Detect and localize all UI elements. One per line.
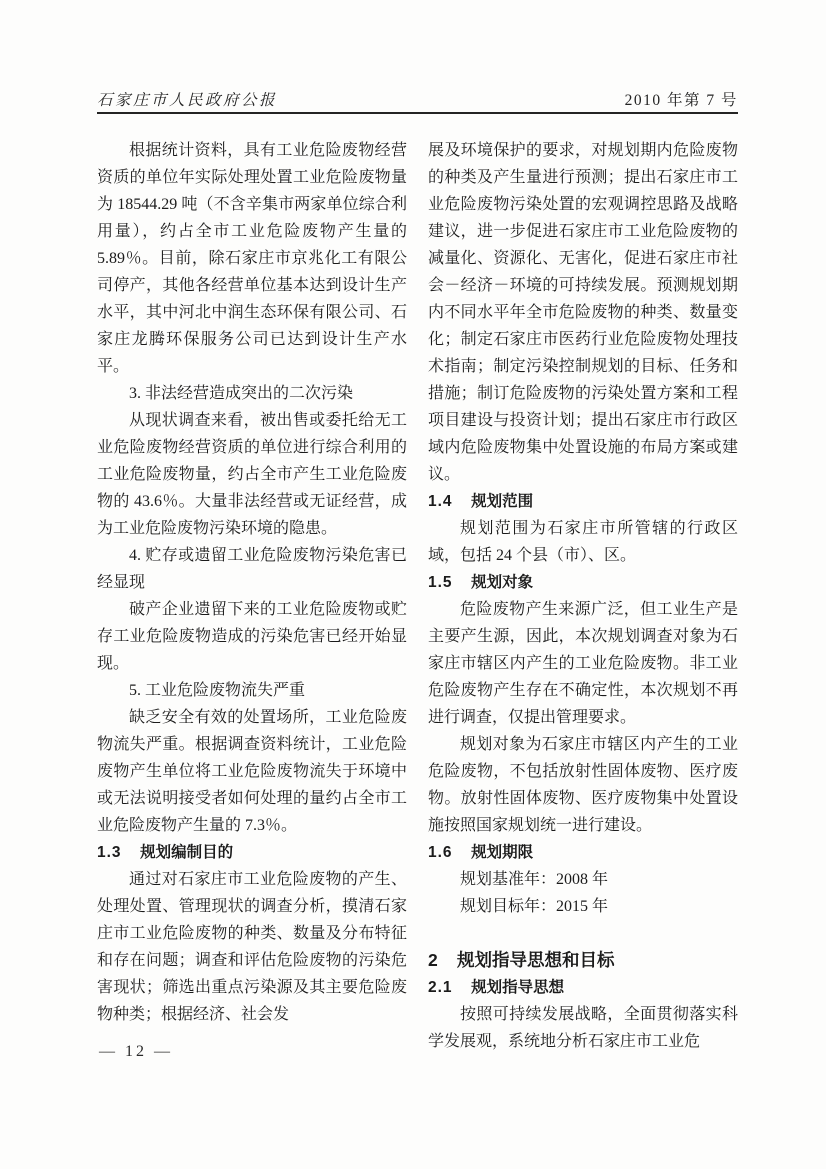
paragraph: 按照可持续发展战略，全面贯彻落实科学发展观，系统地分析石家庄市工业危 <box>428 1006 738 1050</box>
heading-number: 1.3 <box>97 844 122 861</box>
paragraph: 4. 贮存或遗留工业危险废物污染危害已经显现 <box>97 547 407 591</box>
page-header <box>97 88 738 110</box>
section-heading <box>428 947 738 974</box>
left-column <box>97 137 407 1055</box>
subsection-heading <box>428 839 738 866</box>
subsection-heading <box>428 569 738 596</box>
heading-number: 2 <box>428 950 438 970</box>
heading-text: 规划期限 <box>471 844 534 861</box>
paragraph: 规划范围为石家庄市所管辖的行政区域，包括 24 个县（市）、区。 <box>428 520 738 564</box>
paragraph: 从现状调查来看，被出售或委托给无工业危险废物经营资质的单位进行综合利用的工业危险废物量，约占全市产生工业危险废物的 43.6％。大量非法经营或无证经营，成为工业危险废物污染环境的隐患。 <box>97 412 407 537</box>
heading-number: 1.6 <box>428 844 453 861</box>
text-columns <box>97 137 738 1055</box>
issue-number: 2010 年第 7 号 <box>624 92 738 109</box>
paragraph: 3. 非法经营造成突出的二次污染 <box>129 385 354 402</box>
publication-title: 石家庄市人民政府公报 <box>97 92 278 109</box>
paragraph: 规划目标年：2015 年 <box>460 898 609 915</box>
paragraph: 根据统计资料，具有工业危险废物经营资质的单位年实际处理处置工业危险废物量为 18544.29 吨（不含辛集市两家单位综合利用量），约占全市工业危险废物产生量的 5.89％。目前，除石家庄市京兆化工有限公司停产，其他各经营单位基本达到设计生产水平，其中河北中润生态环保有限公司、石家庄龙腾环保服务公司已达到设计生产水平。 <box>97 142 407 375</box>
heading-text: 规划指导思想 <box>471 979 565 996</box>
heading-text: 规划对象 <box>471 574 534 591</box>
heading-text: 规划指导思想和目标 <box>456 950 615 970</box>
paragraph: 破产企业遗留下来的工业危险废物或贮存工业危险废物造成的污染危害已经开始显现。 <box>97 601 407 672</box>
page-number: — 12 — <box>99 1043 173 1060</box>
subsection-heading <box>428 488 738 515</box>
paragraph: 规划基准年：2008 年 <box>460 871 609 888</box>
heading-number: 1.5 <box>428 574 453 591</box>
paragraph: 通过对石家庄市工业危险废物的产生、处理处置、管理现状的调查分析，摸清石家庄市工业危险废物的种类、数量及分布特征和存在问题；调查和评估危险废物的污染危害现状；筛选出重点污染源及其主要危险废物种类；根据经济、社会发 <box>97 871 407 1023</box>
paragraph: 规划对象为石家庄市辖区内产生的工业危险废物，不包括放射性固体废物、医疗废物。放射性固体废物、医疗废物集中处置设施按照国家规划统一进行建设。 <box>428 736 738 834</box>
heading-text: 规划编制目的 <box>140 844 234 861</box>
header-rule <box>97 112 738 114</box>
heading-number: 2.1 <box>428 979 453 996</box>
paragraph: 展及环境保护的要求，对规划期内危险废物的种类及产生量进行预测；提出石家庄市工业危险废物污染处置的宏观调控思路及战略建议，进一步促进石家庄市工业危险废物的减量化、资源化、无害化，促进石家庄市社会－经济－环境的可持续发展。预测规划期内不同水平年全市危险废物的种类、数量变化；制定石家庄市医药行业危险废物处理技术指南；制定污染控制规划的目标、任务和措施；制订危险废物的污染处置方案和工程项目建设与投资计划；提出石家庄市行政区域内危险废物集中处置设施的布局方案或建议。 <box>428 142 738 483</box>
subsection-heading <box>428 974 738 1001</box>
subsection-heading <box>97 839 407 866</box>
right-column <box>428 137 738 1055</box>
heading-text: 规划范围 <box>471 493 534 510</box>
heading-number: 1.4 <box>428 493 453 510</box>
paragraph: 危险废物产生来源广泛，但工业生产是主要产生源，因此，本次规划调查对象为石家庄市辖区内产生的工业危险废物。非工业危险废物产生存在不确定性，本次规划不再进行调查，仅提出管理要求。 <box>428 601 738 726</box>
paragraph: 缺乏安全有效的处置场所，工业危险废物流失严重。根据调查资料统计，工业危险废物产生单位将工业危险废物流失于环境中或无法说明接受者如何处理的量约占全市工业危险废物产生量的 7.3％。 <box>97 709 407 834</box>
paragraph: 5. 工业危险废物流失严重 <box>129 682 306 699</box>
